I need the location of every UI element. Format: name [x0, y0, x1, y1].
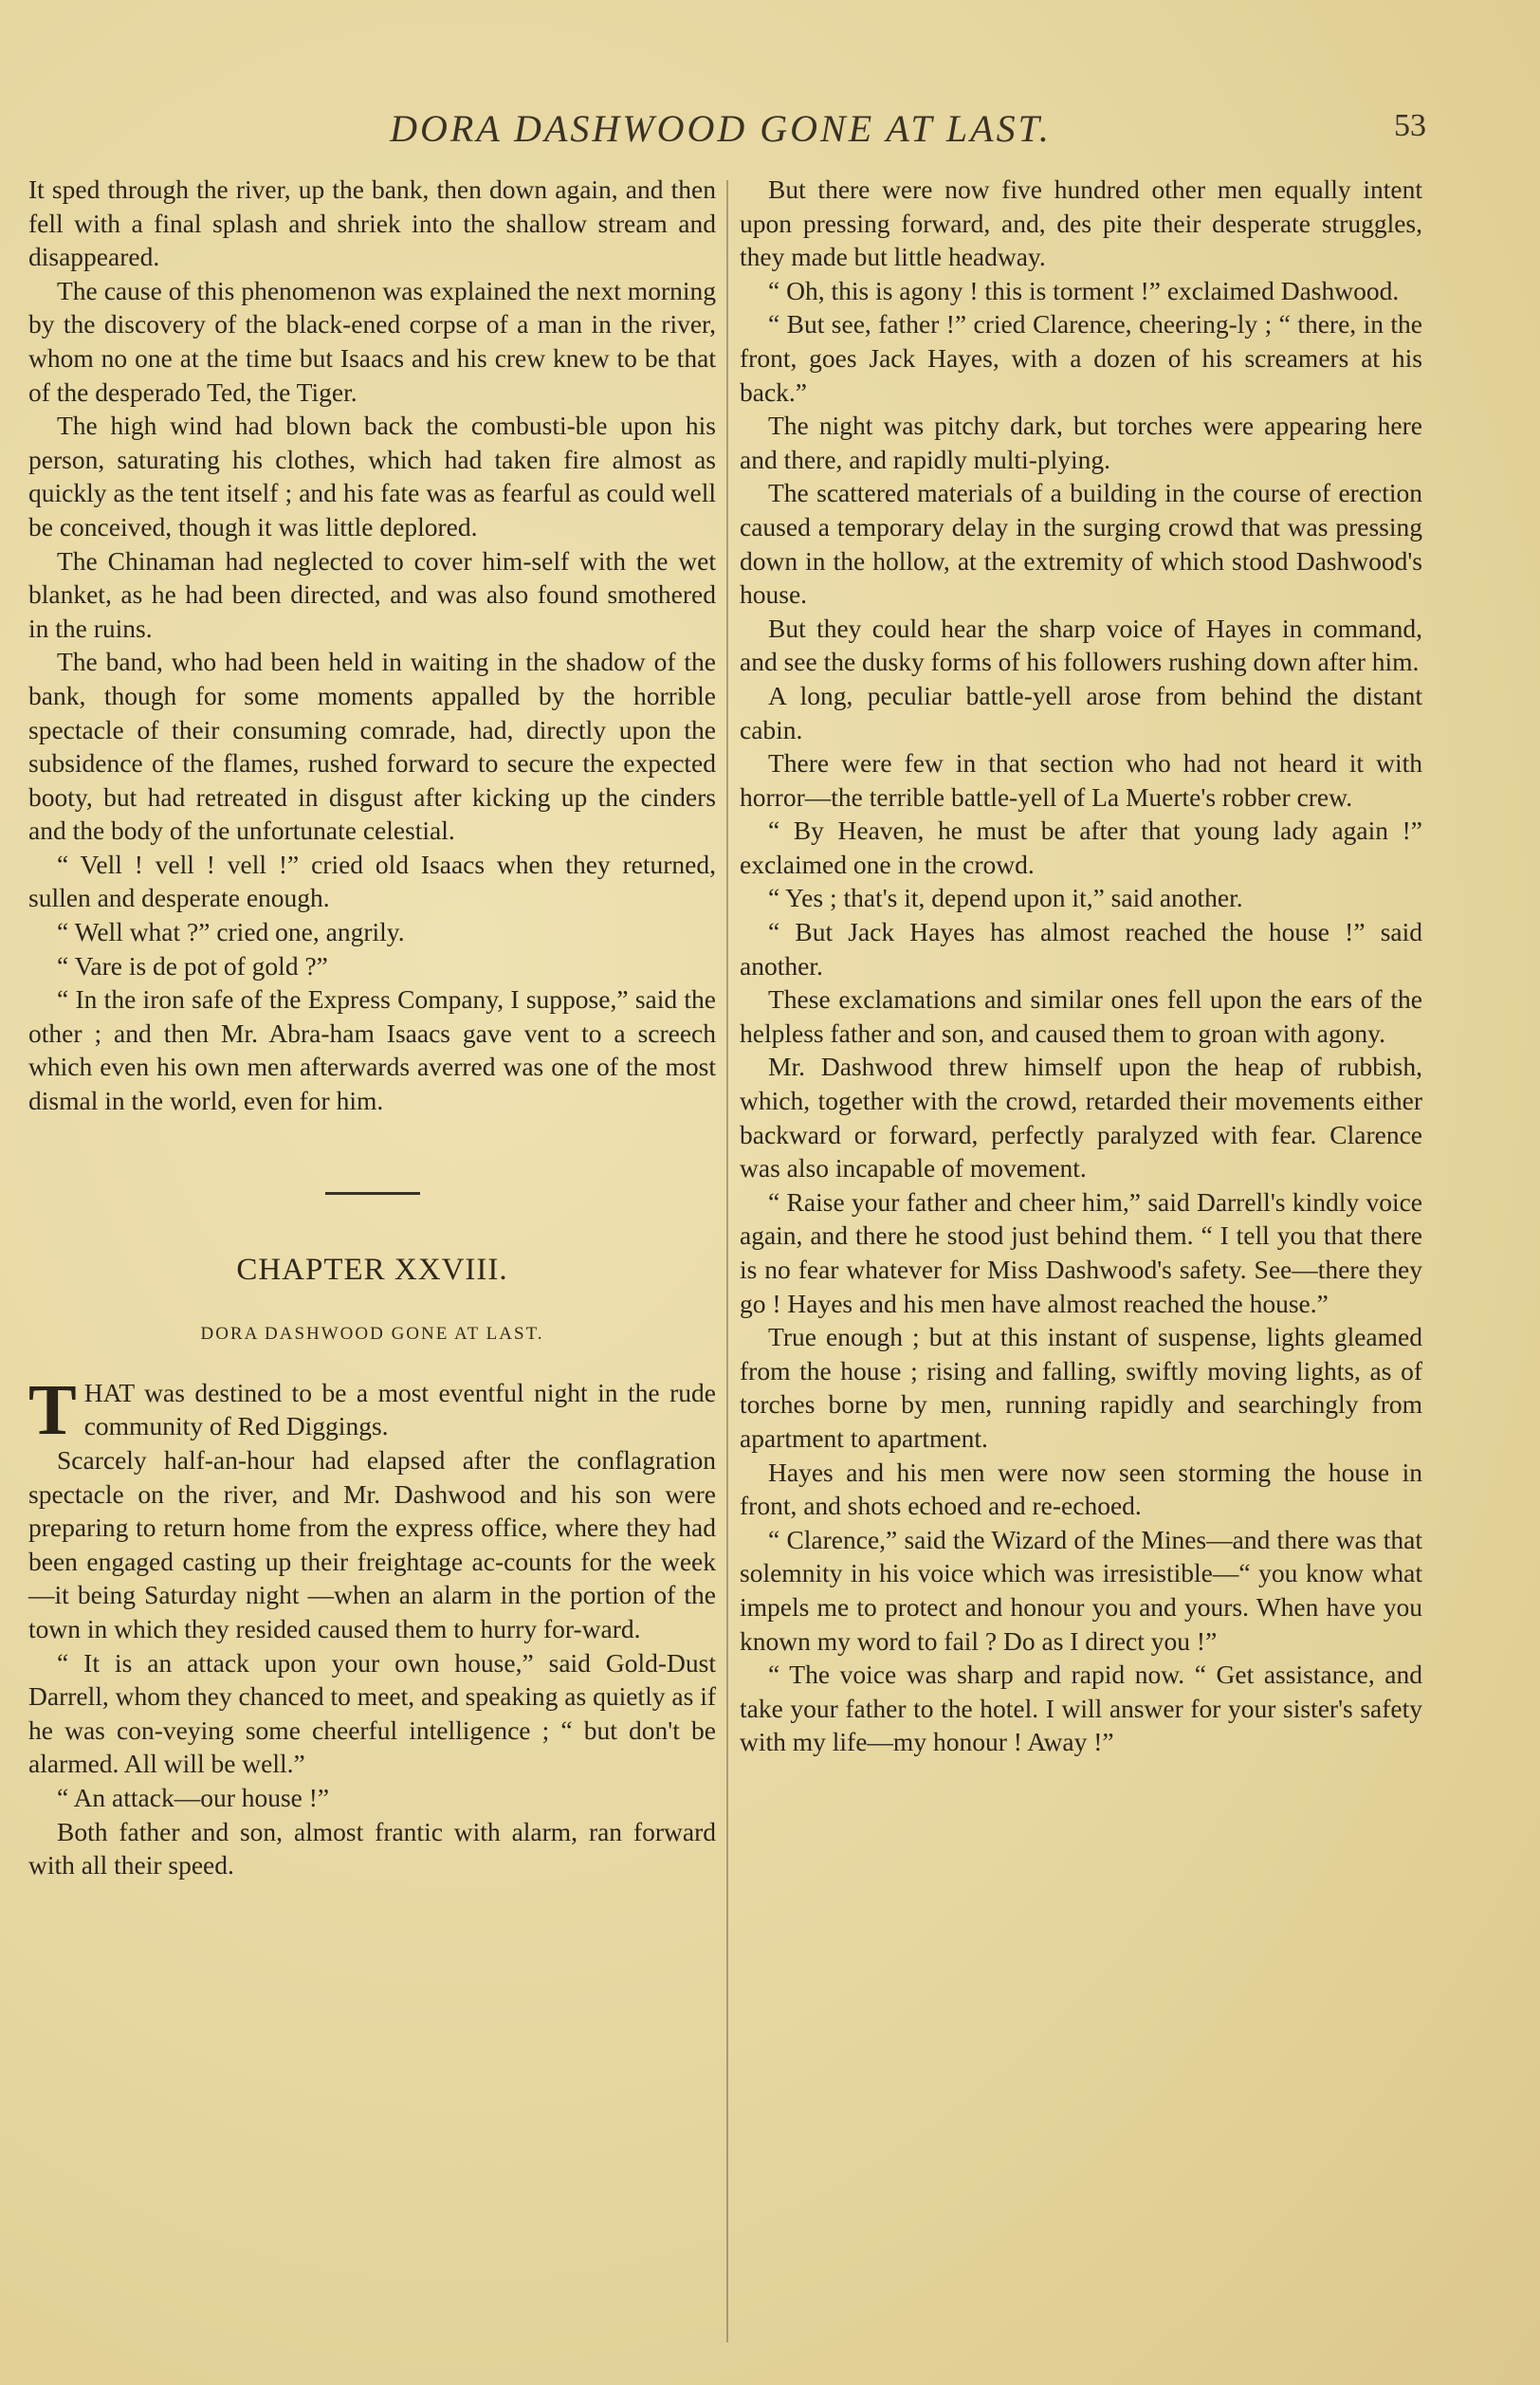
paragraph: The cause of this phenomenon was explained the next morning by the discovery of the black-ened corpse of a man in the river, whom no one at the time but Isaacs and his crew knew to be that of the desperado Ted, the Tiger.: [28, 275, 716, 407]
paragraph: “ It is an attack upon your own house,” said Gold-Dust Darrell, whom they chanced to meet, and speaking as quietly as if he was con-veying some cheerful intelligence ; “ but don't be alarmed. All will be well.”: [28, 1647, 716, 1779]
paragraph: “ But see, father !” cried Clarence, cheering-ly ; “ there, in the front, goes Jack Hayes, with a dozen of his screamers at his back.”: [740, 309, 1422, 407]
paragraph: “ But Jack Hayes has almost reached the house !” said another.: [740, 917, 1422, 981]
paragraph: These exclamations and similar ones fell upon the ears of the helpless father and son, and caused them to groan with agony.: [740, 984, 1422, 1048]
paragraph: It sped through the river, up the bank, then down again, and then fell with a final splash and shriek into the shallow stream and disappeared.: [28, 174, 716, 272]
column-divider: [726, 180, 728, 2342]
paragraph: The band, who had been held in waiting in the shadow of the bank, though for some moments appalled by the horrible spectacle of their consuming comrade, had, directly upon the subsidence of the flames, rushed forward to secure the expected booty, but had retreated in disgust after kicking up the cinders and the body of the unfortunate celestial.: [28, 647, 716, 846]
page-header: [0, 106, 1540, 163]
paragraph: But there were now five hundred other men equally intent upon pressing forward, and, des pite their desperate struggles, they made but little headway.: [740, 174, 1422, 272]
right-column: [740, 173, 1422, 1759]
running-title: DORA DASHWOOD GONE AT LAST.: [390, 107, 1052, 150]
paragraph: “ The voice was sharp and rapid now. “ Get assistance, and take your father to the hotel. I will answer for your sister's safety with my life—my honour ! Away !”: [740, 1660, 1422, 1757]
paragraph: “ In the iron safe of the Express Company, I suppose,” said the other ; and then Mr. Abra-ham Isaacs gave vent to a screech which even his own men afterwards averred was one of the most dismal in the world, even for him.: [28, 984, 716, 1116]
opening-text: HAT was destined to be a most eventful night in the rude community of Red Diggings.: [83, 1377, 716, 1441]
paragraph: “ Vare is de pot of gold ?”: [57, 950, 328, 981]
paragraph: Both father and son, almost frantic with alarm, ran forward with all their speed.: [28, 1816, 716, 1880]
page-number: 53: [1394, 108, 1426, 143]
paragraph: The Chinaman had neglected to cover him-self with the wet blanket, as he had been directed, and was also found smothered in the ruins.: [28, 545, 716, 643]
paragraph: The scattered materials of a building in the course of erection caused a temporary delay in the surging crowd that was pressing down in the hollow, at the extremity of which stood Dashwood's house.: [740, 478, 1422, 610]
paragraph: “ Raise your father and cheer him,” said Darrell's kindly voice again, and there he stood just behind them. “ I tell you that there is no fear whatever for Miss Dashwood's safety. See—there they go ! Hayes and his men have almost reached the house.”: [740, 1186, 1422, 1318]
paragraph: “ Well what ?” cried one, angrily.: [57, 917, 405, 947]
paragraph: “ By Heaven, he must be after that young lady again !” exclaimed one in the crowd.: [740, 816, 1422, 879]
paragraph: True enough ; but at this instant of suspense, lights gleamed from the house ; rising and falling, swiftly moving lights, as of torches borne by men, running rapidly and searchingly from apartment to apartment.: [740, 1322, 1422, 1453]
paragraph: “ Oh, this is agony ! this is torment !” exclaimed Dashwood.: [768, 275, 1400, 305]
chapter-title: CHAPTER XXVIII.: [236, 1252, 508, 1287]
paragraph: “ An attack—our house !”: [57, 1782, 330, 1812]
section-separator: [325, 1192, 420, 1195]
paragraph: But they could hear the sharp voice of Hayes in command, and see the dusky forms of his followers rushing down after him.: [740, 613, 1422, 677]
paragraph: The high wind had blown back the combusti-ble upon his person, saturating his clothes, which had taken fire almost as quickly as the tent itself ; and his fate was as fearful as could well be conceived, though it was little deplored.: [28, 411, 716, 541]
chapter-subtitle: DORA DASHWOOD GONE AT LAST.: [200, 1324, 544, 1345]
paragraph: Scarcely half-an-hour had elapsed after the conflagration spectacle on the river, and Mr. Dashwood and his son were preparing to return home from the express office, where they had been engaged casting up their freightage ac-counts for the week—it being Saturday night —when an alarm in the portion of the town in which they resided caused them to hurry for-ward.: [28, 1445, 716, 1643]
paragraph: A long, peculiar battle-yell arose from behind the distant cabin.: [740, 680, 1422, 744]
paragraph: The night was pitchy dark, but torches were appearing here and there, and rapidly multi-plying.: [740, 411, 1422, 474]
paragraph: Mr. Dashwood threw himself upon the heap of rubbish, which, together with the crowd, retarded their movements either backward or forward, perfectly paralyzed with fear. Clarence was also incapable of movement.: [740, 1052, 1422, 1183]
dropcap-letter: T: [28, 1369, 77, 1450]
chapter-opening: [28, 1369, 716, 1450]
paragraph: Hayes and his men were now seen storming the house in front, and shots echoed and re-echoed.: [740, 1457, 1422, 1521]
paragraph: “ Yes ; that's it, depend upon it,” said another.: [768, 883, 1243, 913]
paragraph: “ Clarence,” said the Wizard of the Mines—and there was that solemnity in his voice which was irresistible—“ you know what impels me to protect and honour you and yours. When have you known my word to fail ? Do as I direct you !”: [740, 1524, 1422, 1656]
left-column: [28, 173, 716, 1882]
paragraph: There were few in that section who had not heard it with horror—the terrible battle-yell of La Muerte's robber crew.: [740, 748, 1422, 812]
paragraph: “ Vell ! vell ! vell !” cried old Isaacs when they returned, sullen and desperate enough.: [28, 849, 716, 913]
